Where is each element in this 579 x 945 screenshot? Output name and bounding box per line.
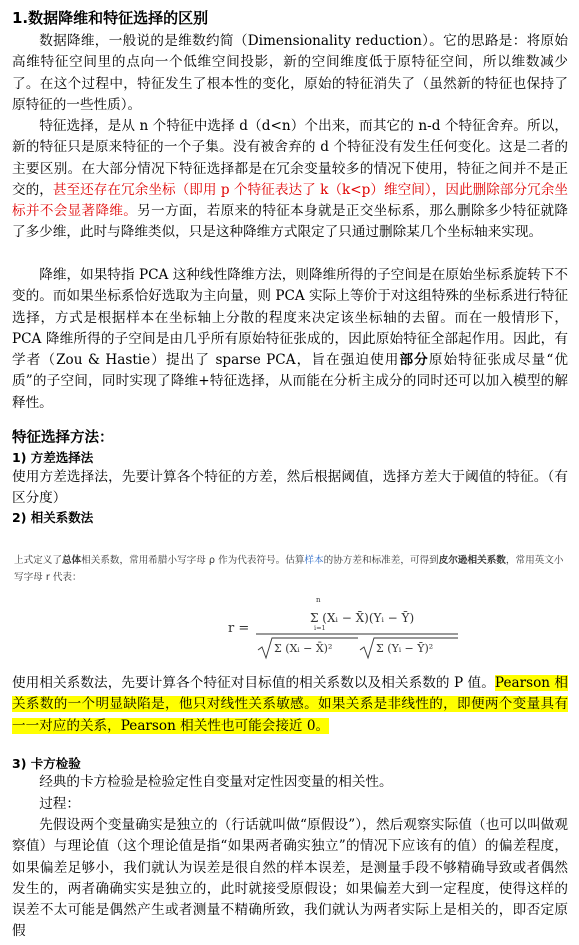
paragraph-text: 特征选择，是从 n 个特征中选择 d（d<n）个出来，而其它的 n-d 个特征舍弃。所以，新的特征只是原来特征的一个子集。没有被舍弃的 d 个特征没有发生任何变化。这是二者的主要区别。在大部分情况下特征选择都是在冗余变量较多的情况下使用，特征之间并不是正交的， — [12, 118, 568, 198]
paragraph-feature-selection — [12, 116, 568, 244]
excerpt-text: 上式定义了 — [14, 555, 62, 566]
excerpt-text: 相关系数，常用希腊小写字母 ρ 作为代表符号。估算 — [81, 555, 305, 566]
formula-lhs: r = — [228, 621, 250, 636]
paragraph-text: 另一方面，若原来的特征本身就是正交坐标系，那么删除多少特征就降了多少维，此时与降维类似，只是这种降维方式限定了只通过删除某几个坐标轴来实现。 — [12, 203, 568, 241]
formula-numerator: Σ (Xᵢ − X̄)(Yᵢ − Ȳ) — [310, 611, 415, 625]
excerpt-bold: 总体 — [61, 555, 82, 566]
methods-heading: 特征选择方法： — [12, 430, 114, 446]
paragraph-text: 降维，如果特指 PCA 这种线性降维方法，则降维所得的子空间是在原始坐标系旋转下不变的。而如果坐标系恰好选取为主向量，则 PCA 实际上等价于对这组特殊的坐标系进行特征选择，方式是根据样本在坐标轴上分散的程度来决定该坐标轴的去留。而在一般情形下，PCA 降维所得的子空间是由几乎所有原始特征张成的，因此原始特征全部起作用。因此，有学者（Zou & Hastie）提出了 sparse PCA，旨在强迫使用 — [12, 267, 568, 369]
excerpt-text: 的协方差和标准差，可得到 — [323, 555, 439, 566]
excerpt-text: ，常用英文小写字母 r 代表： — [14, 555, 564, 583]
method-3-text-3: 先假设两个变量确实是独立的（行话就叫做“原假设”），然后观察实际值（也可以叫做观察值）与理论值（这个理论值是指“如果两者确实独立”的情况下应该有的值）的偏差程度，如果偏差足够小，我们就认为误差是很自然的样本误差，是测量手段不够精确导致或者偶然发生的，两者确确实实是独立的，此时就接受原假设；如果偏差大到一定程度，使得这样的误差不太可能是偶然产生或者测量不精确所致，我们就认为两者实际上是相关的，即否定原假 — [12, 817, 568, 940]
paragraph-dimensionality-reduction — [12, 31, 568, 116]
method-3-text-2: 过程： — [39, 796, 80, 812]
red-emphasis-text: 甚至还存在冗余坐标（即用 p 个特征表达了 k（k<p）维空间），因此删除部分冗余坐标并不会显著降维。 — [12, 181, 568, 220]
method-3-title: 3) 卡方检验 — [12, 756, 81, 771]
paragraph-pca — [12, 265, 568, 414]
method-3-text-1: 经典的卡方检验是检验定性自变量对定性因变量的相关性。 — [39, 774, 393, 790]
paragraph-text: 数据降维，一般说的是维数约简（Dimensionality reduction）。它的思路是：将原始高维特征空间里的点向一个低维空间投影，新的空间维度低于原特征空间，所以维数减少了。在这个过程中，特征发生了根本性的变化，原始的特征消失了（虽然新的特征也保持了原特征的一些性质）。 — [12, 33, 568, 113]
method-1-text: 使用方差选择法，先要计算各个特征的方差，然后根据阈值，选择方差大于阈值的特征。（有区分度） — [12, 469, 568, 507]
bold-emphasis-text: 部分 — [399, 352, 429, 369]
sum-top: n — [316, 596, 321, 604]
formula-den-2: Σ (Yᵢ − Ȳ)² — [376, 642, 434, 655]
method-2-title: 2) 相关系数法 — [12, 510, 94, 525]
sum-bottom: i=1 — [314, 624, 326, 632]
formula-den-1: Σ (Xᵢ − X̄)² — [274, 642, 333, 655]
excerpt-bold: 皮尔逊相关系数 — [438, 555, 506, 566]
section-title: 1.数据降维和特征选择的区别 — [12, 9, 209, 27]
excerpt-link[interactable]: 样本 — [304, 555, 324, 566]
paragraph-text: 使用相关系数法，先要计算各个特征对目标值的相关系数以及相关系数的 P 值。 — [12, 675, 495, 691]
highlighted-text: Pearson 相关系数的一个明显缺陷是，他只对线性关系敏感。如果关系是非线性的，即便两个变量具有一一对应的关系，Pearson 相关性也可能会接近 0。 — [12, 675, 569, 734]
method-1-title: 1) 方差选择法 — [12, 450, 94, 465]
paragraph-text: 原始特征张成尽量“优质”的子空间，同时实现了降维+特征选择，从而能在分析主成分的同时还可以加入模型的解释性。 — [12, 352, 568, 411]
pearson-formula — [228, 592, 548, 662]
embedded-excerpt — [14, 552, 570, 586]
method-2-text — [12, 673, 568, 737]
